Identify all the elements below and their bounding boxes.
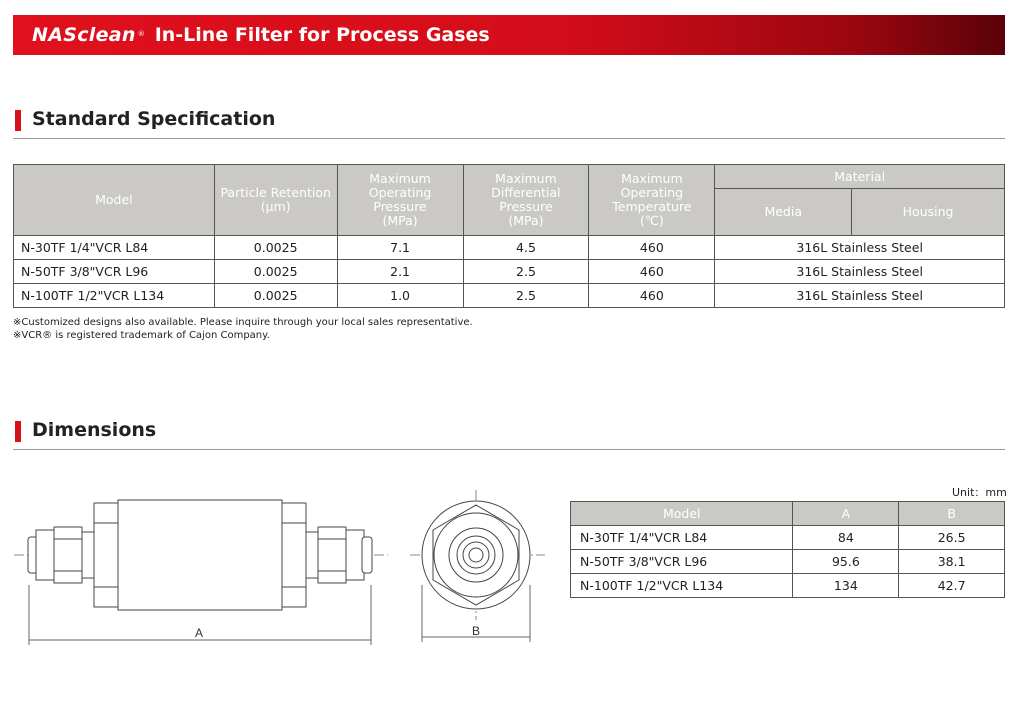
table-row (571, 550, 1005, 574)
cell-diff-pressure: 4.5 (463, 236, 589, 260)
cell-op-pressure: 2.1 (337, 260, 463, 284)
unit-label: Unit：mm (952, 486, 1007, 499)
header-housing: Housing (852, 189, 1005, 236)
page-title: In-Line Filter for Process Gases (154, 24, 490, 46)
note-trademark: ※VCR® is registered trademark of Cajon Company. (13, 330, 270, 341)
header-max-operating-temperature: Maximum Operating Temperature (℃) (589, 165, 715, 236)
cell-particle: 0.0025 (214, 260, 337, 284)
cell-op-pressure: 7.1 (337, 236, 463, 260)
cell-particle: 0.0025 (214, 236, 337, 260)
dim-cell-model: N-100TF 1/2"VCR L134 (571, 574, 793, 598)
header-max-operating-pressure: Maximum Operating Pressure (MPa) (337, 165, 463, 236)
cell-model: N-100TF 1/2"VCR L134 (14, 284, 215, 308)
header-particle-retention: Particle Retention (μm) (214, 165, 337, 236)
header-model: Model (14, 165, 215, 236)
cell-material: 316L Stainless Steel (715, 236, 1005, 260)
dim-cell-a: 84 (793, 526, 899, 550)
table-row (571, 526, 1005, 550)
cell-diff-pressure: 2.5 (463, 260, 589, 284)
filter-side-view-drawing (14, 500, 388, 645)
header-max-differential-pressure: Maximum Differential Pressure (MPa) (463, 165, 589, 236)
dim-section-title: Dimensions (32, 419, 157, 441)
dim-cell-a: 134 (793, 574, 899, 598)
label-a: A (195, 626, 204, 640)
dim-header-model: Model (571, 502, 793, 526)
cell-temperature: 460 (589, 284, 715, 308)
cell-material: 316L Stainless Steel (715, 284, 1005, 308)
cell-model: N-50TF 3/8"VCR L96 (14, 260, 215, 284)
spec-section-title: Standard Specification (32, 108, 276, 130)
dim-cell-b: 42.7 (899, 574, 1005, 598)
note-customized: ※Customized designs also available. Please inquire through your local sales representative. (13, 317, 473, 328)
dim-cell-model: N-50TF 3/8"VCR L96 (571, 550, 793, 574)
cell-temperature: 460 (589, 236, 715, 260)
dim-header-b: B (899, 502, 1005, 526)
cell-particle: 0.0025 (214, 284, 337, 308)
header-material: Material (715, 165, 1005, 189)
cell-diff-pressure: 2.5 (463, 284, 589, 308)
table-row (571, 574, 1005, 598)
cell-model: N-30TF 1/4"VCR L84 (14, 236, 215, 260)
cell-op-pressure: 1.0 (337, 284, 463, 308)
dim-header-a: A (793, 502, 899, 526)
cell-material: 316L Stainless Steel (715, 260, 1005, 284)
header-media: Media (715, 189, 852, 236)
dim-cell-b: 26.5 (899, 526, 1005, 550)
dimensions-table (570, 501, 1005, 598)
dim-cell-a: 95.6 (793, 550, 899, 574)
label-b: B (472, 624, 481, 638)
filter-end-view-drawing (410, 490, 545, 642)
dim-cell-model: N-30TF 1/4"VCR L84 (571, 526, 793, 550)
cell-temperature: 460 (589, 260, 715, 284)
brand-logo: NASclean (32, 24, 136, 46)
dim-cell-b: 38.1 (899, 550, 1005, 574)
brand-registered-mark: ® (137, 30, 145, 38)
